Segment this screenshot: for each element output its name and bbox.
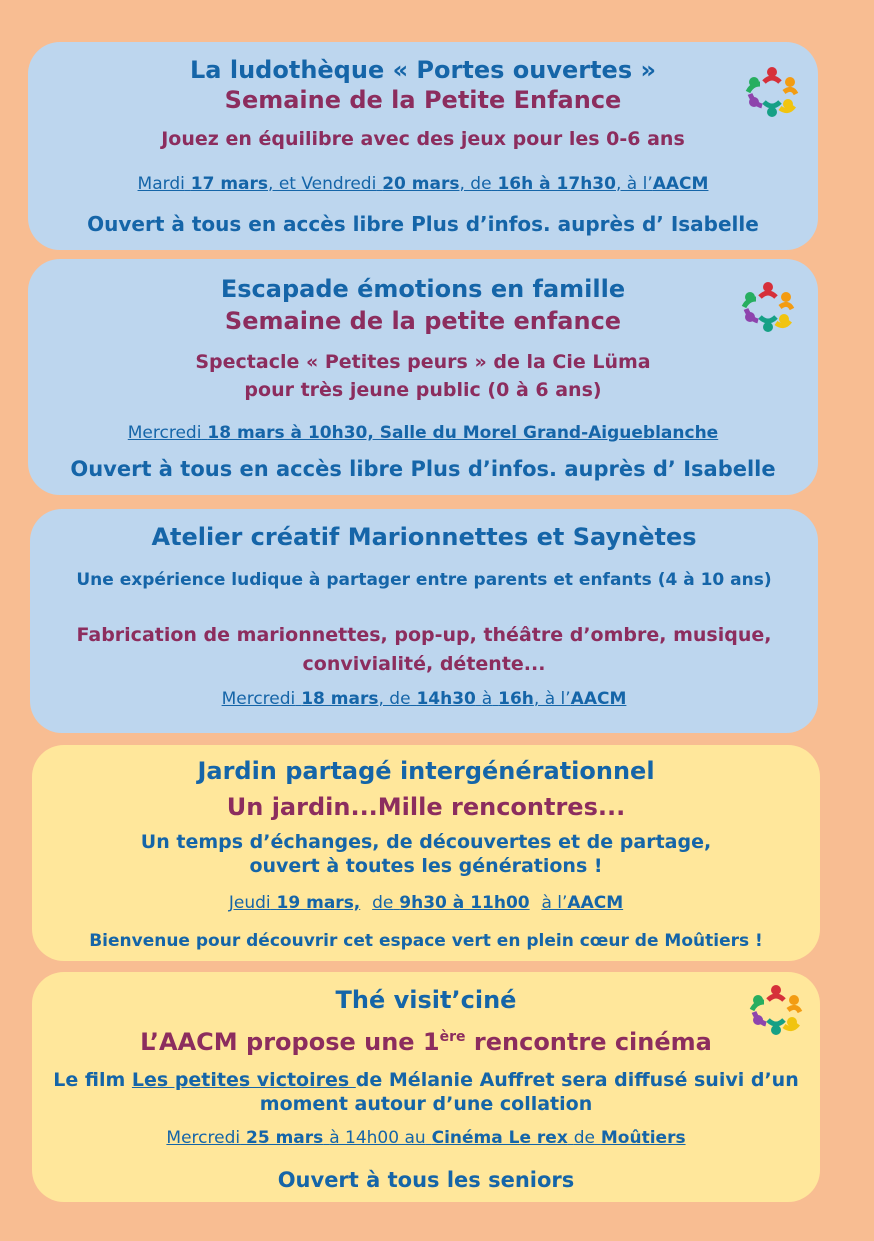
event-subtitle: Semaine de la petite enfance — [224, 307, 622, 335]
event-subtitle: Un jardin...Mille rencontres... — [226, 793, 626, 821]
event-date: Mercredi 18 mars, de 14h30 à 16h, à l’AACM — [221, 689, 627, 709]
event-description-2: Fabrication de marionnettes, pop-up, théâtre d’ombre, musique, convivialité, détente... — [76, 624, 772, 675]
event-card-the-visit-cine — [32, 972, 820, 1202]
film-title: Les petites victoires — [131, 1069, 356, 1091]
event-subtitle: L’AACM propose une 1ère rencontre cinéma — [140, 1028, 712, 1056]
event-title: Thé visit’ciné — [335, 986, 517, 1014]
event-card-escapade — [28, 259, 818, 495]
people-circle-icon — [742, 62, 802, 122]
event-title: Escapade émotions en famille — [220, 275, 626, 303]
event-date: Mardi 17 mars, et Vendredi 20 mars, de 16h à 17h30, à l’AACM — [137, 174, 709, 194]
people-circle-icon — [746, 980, 806, 1040]
event-title: La ludothèque « Portes ouvertes » — [190, 56, 656, 84]
event-title: Atelier créatif Marionnettes et Saynètes — [151, 523, 697, 551]
event-footer: Ouvert à tous en accès libre Plus d’infos. auprès d’ Isabelle — [87, 212, 759, 236]
event-footer: Ouvert à tous les seniors — [277, 1168, 575, 1192]
event-footer: Ouvert à tous en accès libre Plus d’infos. auprès d’ Isabelle — [70, 457, 776, 481]
event-description: Le film Les petites victoires de Mélanie Auffret sera diffusé suivi d’un moment autour d’une collation — [53, 1069, 799, 1115]
event-date: Mercredi 18 mars à 10h30, Salle du Morel Grand-Aigueblanche — [127, 423, 719, 443]
event-description-1: Une expérience ludique à partager entre parents et enfants (4 à 10 ans) — [76, 570, 772, 590]
event-date: Jeudi 19 mars, de 9h30 à 11h00 à l’AACM — [228, 893, 624, 913]
event-card-atelier — [30, 509, 818, 733]
event-description: Jouez en équilibre avec des jeux pour les 0-6 ans — [161, 128, 685, 150]
event-subtitle: Semaine de la Petite Enfance — [224, 86, 622, 114]
event-title: Jardin partagé intergénérationnel — [197, 757, 655, 785]
event-card-ludotheque — [28, 42, 818, 250]
event-description-1: Spectacle « Petites peurs » de la Cie Lüma — [195, 351, 651, 373]
event-description-2: pour très jeune public (0 à 6 ans) — [244, 379, 602, 401]
event-date: Mercredi 25 mars à 14h00 au Cinéma Le rex de Moûtiers — [166, 1128, 686, 1148]
event-description-1: Un temps d’échanges, de découvertes et de partage, — [140, 831, 712, 853]
event-description-2: ouvert à toutes les générations ! — [249, 855, 603, 877]
event-card-jardin — [32, 745, 820, 961]
event-footer: Bienvenue pour découvrir cet espace vert en plein cœur de Moûtiers ! — [89, 931, 763, 951]
people-circle-icon — [738, 277, 798, 337]
